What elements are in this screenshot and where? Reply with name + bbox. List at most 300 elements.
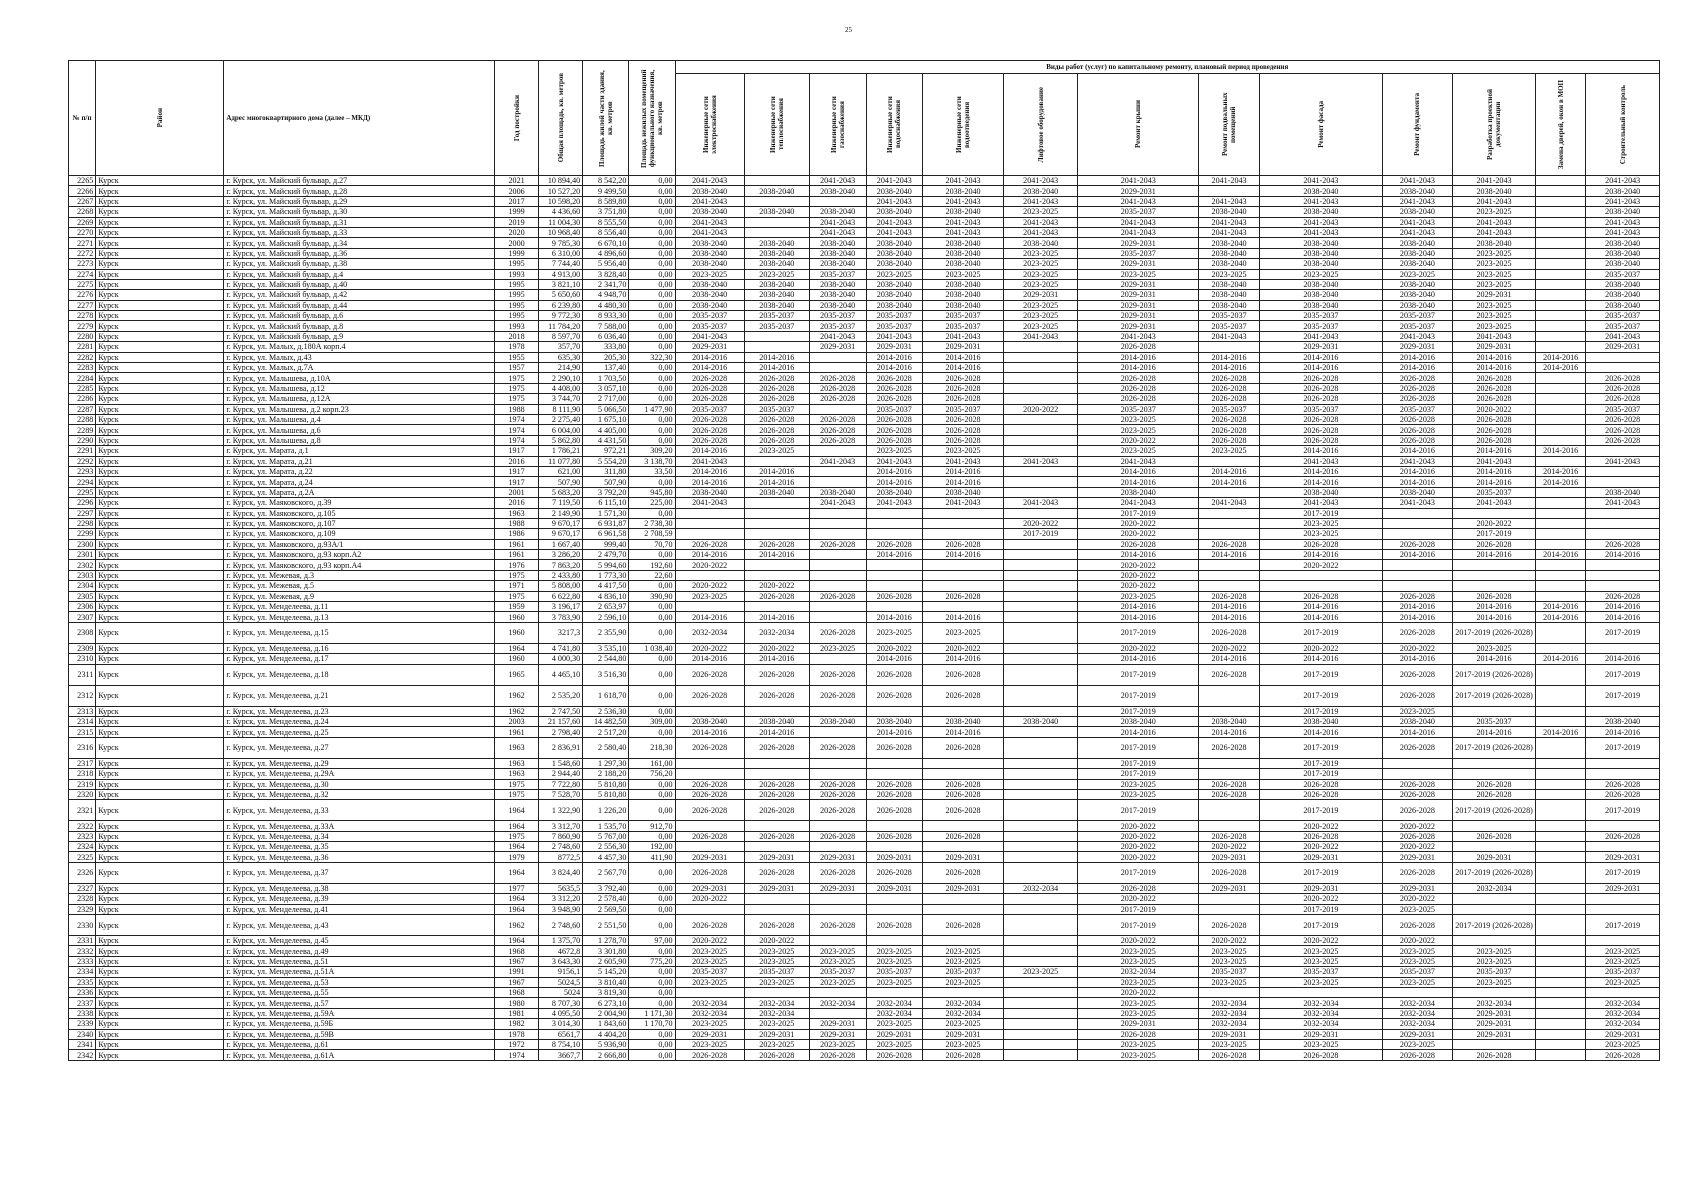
cell-work-10: 2041-2043 <box>1453 217 1536 227</box>
cell-work-4 <box>923 769 1004 779</box>
cell-work-10: 2026-2028 <box>1453 435 1536 445</box>
cell-work-12: 2029-2031 <box>1586 852 1660 862</box>
cell-nonres-area: 225,00 <box>629 498 675 508</box>
cell-work-12: 2026-2028 <box>1586 831 1660 841</box>
cell-address: г. Курск, ул. Малых, д.180А корп.4 <box>224 342 495 352</box>
cell-work-5: 2023-2025 <box>1003 300 1078 310</box>
cell-work-5 <box>1003 1008 1078 1018</box>
cell-work-11 <box>1536 414 1586 424</box>
cell-work-10: 2014-2016 <box>1453 363 1536 373</box>
cell-year: 1975 <box>495 831 539 841</box>
cell-work-8: 2038-2040 <box>1260 248 1383 258</box>
cell-total-area: 8 707,30 <box>539 998 583 1008</box>
cell-living-area: 2 580,40 <box>583 737 629 758</box>
cell-work-6: 2023-2025 <box>1078 1008 1199 1018</box>
cell-total-area: 8772,5 <box>539 852 583 862</box>
cell-district: Курск <box>96 612 224 622</box>
cell-work-0: 2041-2043 <box>675 227 744 237</box>
cell-year: 1964 <box>495 936 539 946</box>
cell-district: Курск <box>96 477 224 487</box>
cell-work-6: 2020-2022 <box>1078 894 1199 904</box>
cell-work-1: 2038-2040 <box>744 207 809 217</box>
cell-work-2: 2038-2040 <box>809 259 866 269</box>
cell-work-3: 2029-2031 <box>866 342 923 352</box>
cell-work-7 <box>1199 769 1260 779</box>
cell-work-3: 2014-2016 <box>866 477 923 487</box>
cell-work-1: 2035-2037 <box>744 967 809 977</box>
cell-work-5 <box>1003 581 1078 591</box>
cell-work-10: 2023-2025 <box>1453 977 1536 987</box>
cell-district: Курск <box>96 311 224 321</box>
cell-work-9: 2026-2028 <box>1382 915 1452 936</box>
cell-work-1: 2026-2028 <box>744 591 809 601</box>
cell-address: г. Курск, ул. Марата, д.2А <box>224 487 495 497</box>
cell-year: 1999 <box>495 248 539 258</box>
cell-num: 2320 <box>69 789 96 799</box>
cell-work-2: 2041-2043 <box>809 217 866 227</box>
cell-work-2: 2026-2028 <box>809 779 866 789</box>
cell-work-11 <box>1536 1008 1586 1018</box>
cell-address: г. Курск, ул. Менделеева, д.11 <box>224 602 495 612</box>
cell-work-5: 2041-2043 <box>1003 217 1078 227</box>
cell-work-11 <box>1536 248 1586 258</box>
cell-year: 1981 <box>495 1008 539 1018</box>
cell-nonres-area: 0,00 <box>629 207 675 217</box>
cell-total-area: 9156,1 <box>539 967 583 977</box>
cell-work-6: 2014-2016 <box>1078 352 1199 362</box>
cell-nonres-area: 2 708,59 <box>629 529 675 539</box>
cell-total-area: 2 944,40 <box>539 769 583 779</box>
cell-work-3: 2026-2028 <box>866 915 923 936</box>
cell-work-0: 2026-2028 <box>675 539 744 549</box>
cell-year: 1968 <box>495 988 539 998</box>
cell-work-4: 2026-2028 <box>923 383 1004 393</box>
cell-nonres-area: 0,00 <box>629 269 675 279</box>
cell-work-4: 2038-2040 <box>923 186 1004 196</box>
cell-work-10: 2026-2028 <box>1453 539 1536 549</box>
cell-district: Курск <box>96 518 224 528</box>
cell-work-2 <box>809 1008 866 1018</box>
cell-work-4: 2026-2028 <box>923 373 1004 383</box>
cell-address: г. Курск, ул. Менделеева, д.15 <box>224 622 495 643</box>
cell-nonres-area: 0,00 <box>629 602 675 612</box>
cell-work-10 <box>1453 508 1536 518</box>
cell-work-0: 2032-2034 <box>675 1008 744 1018</box>
table-row <box>69 831 1660 841</box>
cell-work-11 <box>1536 290 1586 300</box>
cell-total-area: 11 077,80 <box>539 456 583 466</box>
cell-work-9 <box>1382 560 1452 570</box>
cell-work-9: 2026-2028 <box>1382 685 1452 706</box>
cell-work-6: 2017-2019 <box>1078 706 1199 716</box>
cell-work-3: 2038-2040 <box>866 186 923 196</box>
cell-year: 1993 <box>495 269 539 279</box>
cell-work-10: 2014-2016 <box>1453 466 1536 476</box>
cell-work-6: 2026-2028 <box>1078 883 1199 893</box>
cell-work-9: 2032-2034 <box>1382 1019 1452 1029</box>
cell-year: 1975 <box>495 570 539 580</box>
cell-work-4: 2038-2040 <box>923 300 1004 310</box>
cell-nonres-area: 0,00 <box>629 581 675 591</box>
cell-work-8: 2026-2028 <box>1260 373 1383 383</box>
cell-work-1 <box>744 706 809 716</box>
cell-work-7: 2026-2028 <box>1199 789 1260 799</box>
cell-work-2: 2038-2040 <box>809 238 866 248</box>
cell-address: г. Курск, ул. Майский бульвар, д.34 <box>224 238 495 248</box>
cell-work-10: 2017-2019 (2026-2028) <box>1453 622 1536 643</box>
cell-work-11 <box>1536 1039 1586 1049</box>
cell-work-10: 2026-2028 <box>1453 425 1536 435</box>
cell-work-4: 2026-2028 <box>923 394 1004 404</box>
cell-nonres-area: 0,00 <box>629 685 675 706</box>
cell-work-1: 2020-2022 <box>744 643 809 653</box>
cell-work-10: 2023-2025 <box>1453 207 1536 217</box>
cell-nonres-area: 322,30 <box>629 352 675 362</box>
cell-total-area: 6 004,00 <box>539 425 583 435</box>
cell-work-6: 2035-2037 <box>1078 404 1199 414</box>
header-work-10: Разработка проектной документации <box>1453 74 1536 176</box>
cell-work-8: 2014-2016 <box>1260 466 1383 476</box>
header-works-group: Виды работ (услуг) по капитальному ремонту, плановый период проведения <box>675 61 1659 74</box>
cell-work-0: 2014-2016 <box>675 466 744 476</box>
cell-work-4: 2029-2031 <box>923 342 1004 352</box>
cell-work-6: 2023-2025 <box>1078 789 1199 799</box>
cell-work-5 <box>1003 977 1078 987</box>
cell-total-area: 6 310,00 <box>539 248 583 258</box>
cell-work-11 <box>1536 259 1586 269</box>
cell-work-4: 2023-2025 <box>923 446 1004 456</box>
cell-work-5: 2023-2025 <box>1003 207 1078 217</box>
cell-work-7: 2035-2037 <box>1199 311 1260 321</box>
cell-address: г. Курск, ул. Менделеева, д.51А <box>224 967 495 977</box>
cell-work-11 <box>1536 883 1586 893</box>
cell-work-0: 2029-2031 <box>675 883 744 893</box>
cell-work-9 <box>1382 508 1452 518</box>
cell-address: г. Курск, ул. Майский бульвар, д.36 <box>224 248 495 258</box>
cell-work-11 <box>1536 1029 1586 1039</box>
cell-living-area: 5 936,90 <box>583 1039 629 1049</box>
cell-address: г. Курск, ул. Малышева, д.6 <box>224 425 495 435</box>
cell-work-10: 2026-2028 <box>1453 394 1536 404</box>
cell-living-area: 4 417,50 <box>583 581 629 591</box>
cell-work-11: 2014-2016 <box>1536 352 1586 362</box>
cell-work-1 <box>744 842 809 852</box>
cell-work-6: 2014-2016 <box>1078 602 1199 612</box>
cell-address: г. Курск, ул. Менделеева, д.59В <box>224 1029 495 1039</box>
cell-work-5 <box>1003 946 1078 956</box>
table-row <box>69 394 1660 404</box>
cell-work-1: 2014-2016 <box>744 727 809 737</box>
cell-work-10: 2020-2022 <box>1453 404 1536 414</box>
cell-work-2 <box>809 477 866 487</box>
cell-work-8: 2026-2028 <box>1260 1050 1383 1060</box>
cell-address: г. Курск, ул. Менделеева, д.23 <box>224 706 495 716</box>
cell-work-9: 2038-2040 <box>1382 279 1452 289</box>
cell-work-0: 2035-2037 <box>675 311 744 321</box>
cell-nonres-area: 912,70 <box>629 821 675 831</box>
cell-work-9: 2035-2037 <box>1382 321 1452 331</box>
cell-work-4: 2023-2025 <box>923 269 1004 279</box>
cell-work-6: 2020-2022 <box>1078 842 1199 852</box>
header-work-5: Лифтовое оборудование <box>1003 74 1078 176</box>
cell-work-11 <box>1536 279 1586 289</box>
cell-work-0: 2041-2043 <box>675 498 744 508</box>
cell-district: Курск <box>96 186 224 196</box>
cell-living-area: 4 405,00 <box>583 425 629 435</box>
cell-num: 2271 <box>69 238 96 248</box>
cell-work-12: 2029-2031 <box>1586 342 1660 352</box>
cell-work-12 <box>1586 821 1660 831</box>
cell-work-7: 2026-2028 <box>1199 915 1260 936</box>
cell-address: г. Курск, ул. Менделеева, д.13 <box>224 612 495 622</box>
table-row <box>69 373 1660 383</box>
cell-num: 2305 <box>69 591 96 601</box>
cell-work-10: 2014-2016 <box>1453 612 1536 622</box>
cell-work-10: 2023-2025 <box>1453 269 1536 279</box>
cell-work-1: 2014-2016 <box>744 612 809 622</box>
cell-work-9: 2014-2016 <box>1382 477 1452 487</box>
cell-district: Курск <box>96 800 224 821</box>
cell-living-area: 3 810,40 <box>583 977 629 987</box>
table-row <box>69 487 1660 497</box>
cell-work-7: 2038-2040 <box>1199 716 1260 726</box>
cell-work-10: 2014-2016 <box>1453 727 1536 737</box>
cell-work-10: 2017-2019 (2026-2028) <box>1453 737 1536 758</box>
cell-nonres-area: 0,00 <box>629 779 675 789</box>
cell-work-8: 2038-2040 <box>1260 186 1383 196</box>
cell-work-4: 2026-2028 <box>923 435 1004 445</box>
cell-num: 2287 <box>69 404 96 414</box>
cell-nonres-area: 0,00 <box>629 946 675 956</box>
cell-work-10: 2023-2025 <box>1453 311 1536 321</box>
cell-work-6: 2026-2028 <box>1078 1029 1199 1039</box>
cell-total-area: 3 014,30 <box>539 1019 583 1029</box>
cell-nonres-area: 0,00 <box>629 612 675 622</box>
cell-work-8: 2035-2037 <box>1260 321 1383 331</box>
cell-nonres-area: 192,60 <box>629 560 675 570</box>
cell-num: 2294 <box>69 477 96 487</box>
cell-work-10 <box>1453 1039 1536 1049</box>
cell-work-2 <box>809 936 866 946</box>
cell-work-8: 2017-2019 <box>1260 737 1383 758</box>
cell-nonres-area: 0,00 <box>629 414 675 424</box>
cell-work-9: 2035-2037 <box>1382 311 1452 321</box>
cell-total-area: 2 836,91 <box>539 737 583 758</box>
cell-work-5: 2017-2019 <box>1003 529 1078 539</box>
cell-district: Курск <box>96 789 224 799</box>
cell-work-0: 2041-2043 <box>675 176 744 186</box>
cell-work-12: 2017-2019 <box>1586 800 1660 821</box>
cell-year: 2000 <box>495 238 539 248</box>
header-work-6: Ремонт крыши <box>1078 74 1199 176</box>
table-row <box>69 800 1660 821</box>
cell-nonres-area: 0,00 <box>629 904 675 914</box>
cell-work-12 <box>1586 643 1660 653</box>
cell-work-11: 2014-2016 <box>1536 654 1586 664</box>
cell-work-11 <box>1536 643 1586 653</box>
cell-work-11 <box>1536 238 1586 248</box>
cell-work-6: 2035-2037 <box>1078 248 1199 258</box>
cell-work-11 <box>1536 342 1586 352</box>
cell-district: Курск <box>96 466 224 476</box>
cell-year: 1988 <box>495 404 539 414</box>
cell-work-3: 2020-2022 <box>866 643 923 653</box>
cell-work-7 <box>1199 570 1260 580</box>
cell-work-10 <box>1453 821 1536 831</box>
cell-num: 2317 <box>69 758 96 768</box>
cell-work-4: 2041-2043 <box>923 217 1004 227</box>
cell-total-area: 4 000,30 <box>539 654 583 664</box>
table-row <box>69 456 1660 466</box>
cell-district: Курск <box>96 862 224 883</box>
cell-work-7: 2038-2040 <box>1199 259 1260 269</box>
cell-work-3: 2014-2016 <box>866 612 923 622</box>
cell-work-12: 2041-2043 <box>1586 176 1660 186</box>
cell-work-3 <box>866 706 923 716</box>
cell-work-12: 2038-2040 <box>1586 716 1660 726</box>
cell-work-5: 2038-2040 <box>1003 186 1078 196</box>
cell-num: 2301 <box>69 550 96 560</box>
cell-work-11 <box>1536 311 1586 321</box>
cell-living-area: 333,80 <box>583 342 629 352</box>
table-row <box>69 1050 1660 1060</box>
cell-work-8: 2032-2034 <box>1260 1008 1383 1018</box>
cell-num: 2329 <box>69 904 96 914</box>
cell-work-11 <box>1536 852 1586 862</box>
cell-work-8: 2041-2043 <box>1260 456 1383 466</box>
cell-work-0: 2023-2025 <box>675 269 744 279</box>
cell-num: 2272 <box>69 248 96 258</box>
cell-work-5 <box>1003 394 1078 404</box>
cell-work-8: 2023-2025 <box>1260 977 1383 987</box>
cell-work-2 <box>809 404 866 414</box>
cell-work-1: 2026-2028 <box>744 779 809 789</box>
cell-district: Курск <box>96 487 224 497</box>
cell-work-12: 2038-2040 <box>1586 259 1660 269</box>
cell-living-area: 8 589,80 <box>583 196 629 206</box>
cell-work-9: 2026-2028 <box>1382 425 1452 435</box>
cell-work-6: 2014-2016 <box>1078 550 1199 560</box>
cell-work-11 <box>1536 842 1586 852</box>
cell-work-12: 2035-2037 <box>1586 321 1660 331</box>
cell-district: Курск <box>96 508 224 518</box>
cell-nonres-area: 1 038,40 <box>629 643 675 653</box>
cell-work-1: 2026-2028 <box>744 800 809 821</box>
cell-total-area: 7 722,80 <box>539 779 583 789</box>
cell-work-4: 2035-2037 <box>923 321 1004 331</box>
cell-work-3: 2014-2016 <box>866 466 923 476</box>
cell-total-area: 5024 <box>539 988 583 998</box>
cell-work-3 <box>866 758 923 768</box>
cell-num: 2338 <box>69 1008 96 1018</box>
cell-work-10: 2038-2040 <box>1453 186 1536 196</box>
header-total-area: Общая площадь, кв. метров <box>539 61 583 176</box>
cell-work-10: 2017-2019 (2026-2028) <box>1453 800 1536 821</box>
cell-num: 2327 <box>69 883 96 893</box>
cell-nonres-area: 0,00 <box>629 186 675 196</box>
cell-work-9: 2026-2028 <box>1382 831 1452 841</box>
cell-work-6: 2029-2031 <box>1078 290 1199 300</box>
cell-district: Курск <box>96 227 224 237</box>
cell-total-area: 3 286,20 <box>539 550 583 560</box>
table-row <box>69 414 1660 424</box>
cell-work-7: 2038-2040 <box>1199 290 1260 300</box>
table-row <box>69 904 1660 914</box>
cell-work-5 <box>1003 1039 1078 1049</box>
cell-work-0: 2023-2025 <box>675 1039 744 1049</box>
cell-work-0: 2032-2034 <box>675 622 744 643</box>
cell-work-6: 2014-2016 <box>1078 727 1199 737</box>
cell-living-area: 3 792,40 <box>583 883 629 893</box>
header-work-7: Ремонт подвальных помещений <box>1199 74 1260 176</box>
cell-work-4: 2029-2031 <box>923 883 1004 893</box>
cell-total-area: 6 622,80 <box>539 591 583 601</box>
cell-num: 2311 <box>69 664 96 685</box>
cell-num: 2314 <box>69 716 96 726</box>
header-work-2: Инженерные сети газоснабжения <box>809 74 866 176</box>
cell-work-3 <box>866 518 923 528</box>
cell-num: 2277 <box>69 300 96 310</box>
cell-district: Курск <box>96 342 224 352</box>
cell-living-area: 2 355,90 <box>583 622 629 643</box>
cell-nonres-area: 0,00 <box>629 915 675 936</box>
cell-work-6: 2029-2031 <box>1078 238 1199 248</box>
cell-district: Курск <box>96 414 224 424</box>
cell-work-5 <box>1003 800 1078 821</box>
cell-work-4: 2026-2028 <box>923 915 1004 936</box>
cell-work-12: 2038-2040 <box>1586 290 1660 300</box>
cell-work-5 <box>1003 383 1078 393</box>
cell-work-8: 2029-2031 <box>1260 1029 1383 1039</box>
cell-work-4: 2026-2028 <box>923 1050 1004 1060</box>
cell-work-11 <box>1536 988 1586 998</box>
cell-living-area: 1 703,50 <box>583 373 629 383</box>
cell-total-area: 5 683,20 <box>539 487 583 497</box>
cell-work-10: 2029-2031 <box>1453 1008 1536 1018</box>
cell-nonres-area: 0,00 <box>629 196 675 206</box>
cell-work-4: 2038-2040 <box>923 290 1004 300</box>
cell-work-0 <box>675 529 744 539</box>
cell-work-7 <box>1199 581 1260 591</box>
cell-district: Курск <box>96 852 224 862</box>
cell-total-area: 4 741,80 <box>539 643 583 653</box>
cell-work-6: 2014-2016 <box>1078 477 1199 487</box>
cell-work-3: 2038-2040 <box>866 487 923 497</box>
cell-work-10: 2035-2037 <box>1453 967 1536 977</box>
cell-work-5: 2023-2025 <box>1003 967 1078 977</box>
cell-work-9: 2041-2043 <box>1382 196 1452 206</box>
cell-work-5: 2041-2043 <box>1003 196 1078 206</box>
cell-work-10 <box>1453 904 1536 914</box>
cell-work-7: 2026-2028 <box>1199 414 1260 424</box>
cell-work-1: 2038-2040 <box>744 290 809 300</box>
cell-work-7 <box>1199 529 1260 539</box>
cell-district: Курск <box>96 373 224 383</box>
table-row <box>69 238 1660 248</box>
cell-work-10: 2026-2028 <box>1453 591 1536 601</box>
cell-num: 2289 <box>69 425 96 435</box>
cell-year: 1995 <box>495 311 539 321</box>
cell-work-0: 2026-2028 <box>675 685 744 706</box>
cell-work-7: 2032-2034 <box>1199 1019 1260 1029</box>
cell-work-4: 2038-2040 <box>923 248 1004 258</box>
cell-num: 2268 <box>69 207 96 217</box>
cell-work-5: 2023-2025 <box>1003 279 1078 289</box>
cell-work-7: 2026-2028 <box>1199 737 1260 758</box>
cell-year: 1977 <box>495 883 539 893</box>
cell-work-10: 2029-2031 <box>1453 342 1536 352</box>
cell-work-0: 2020-2022 <box>675 560 744 570</box>
